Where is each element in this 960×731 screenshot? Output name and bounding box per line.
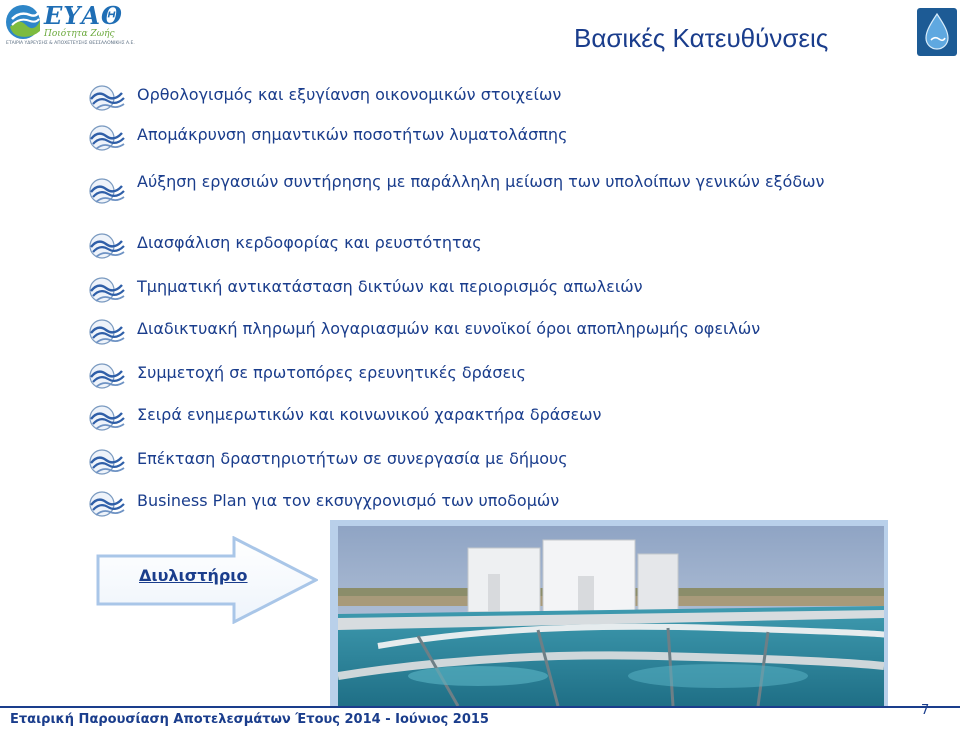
treatment-plant-image (338, 526, 884, 706)
footer-text: Εταιρική Παρουσίαση Αποτελεσμάτων Έτους 2014 - Ιούνιος 2015 (10, 712, 489, 727)
company-logo (4, 1, 135, 47)
bullet-text: Διαδικτυακή πληρωμή λογαριασμών και ευνοϊκοί όροι αποπληρωμής οφειλών (137, 319, 761, 338)
water-wave-icon (88, 490, 128, 518)
water-wave-icon (88, 84, 128, 112)
logo-name: ΕΥΑΘ (44, 1, 123, 30)
bullet-text: Σειρά ενημερωτικών και κοινωνικού χαρακτήρα δράσεων (137, 405, 602, 424)
water-wave-icon (88, 177, 128, 205)
footer-divider (0, 706, 960, 708)
water-drop-icon (917, 8, 957, 56)
bullet-text: Αύξηση εργασιών συντήρησης με παράλληλη μείωση των υπολοίπων γενικών εξόδων (137, 172, 825, 191)
logo-subtitle: ΕΤΑΙΡΙΑ ΥΔΡΕΥΣΗΣ & ΑΠΟΧΕΤΕΥΣΗΣ ΘΕΣΣΑΛΟΝΙΚΗΣ Α.Ε. (6, 41, 135, 46)
treatment-plant-photo (338, 526, 884, 706)
arrow-label: Διυλιστήριο (139, 566, 248, 585)
page-title: Βασικές Κατευθύνσεις (574, 23, 829, 53)
logo-tagline: Ποιότητα Ζωής (44, 29, 115, 39)
water-wave-icon (88, 232, 128, 260)
water-wave-icon (88, 318, 128, 346)
bullet-text: Διασφάλιση κερδοφορίας και ρευστότητας (137, 233, 482, 252)
bullet-text: Business Plan για τον εκσυγχρονισμό των υποδομών (137, 491, 560, 510)
water-wave-icon (88, 404, 128, 432)
page-number: 7 (921, 703, 930, 718)
water-drop-logo-icon (4, 3, 44, 43)
corner-logo (917, 8, 957, 56)
bullet-text: Τμηματική αντικατάσταση δικτύων και περιορισμός απωλειών (137, 277, 643, 296)
water-wave-icon (88, 124, 128, 152)
bullet-text: Συμμετοχή σε πρωτοπόρες ερευνητικές δράσεις (137, 363, 526, 382)
bullet-text: Επέκταση δραστηριοτήτων σε συνεργασία με δήμους (137, 449, 568, 468)
bullet-text: Απομάκρυνση σημαντικών ποσοτήτων λυματολάσπης (137, 125, 568, 144)
water-wave-icon (88, 362, 128, 390)
bullet-text: Ορθολογισμός και εξυγίανση οικονομικών στοιχείων (137, 85, 562, 104)
water-wave-icon (88, 448, 128, 476)
water-wave-icon (88, 276, 128, 304)
